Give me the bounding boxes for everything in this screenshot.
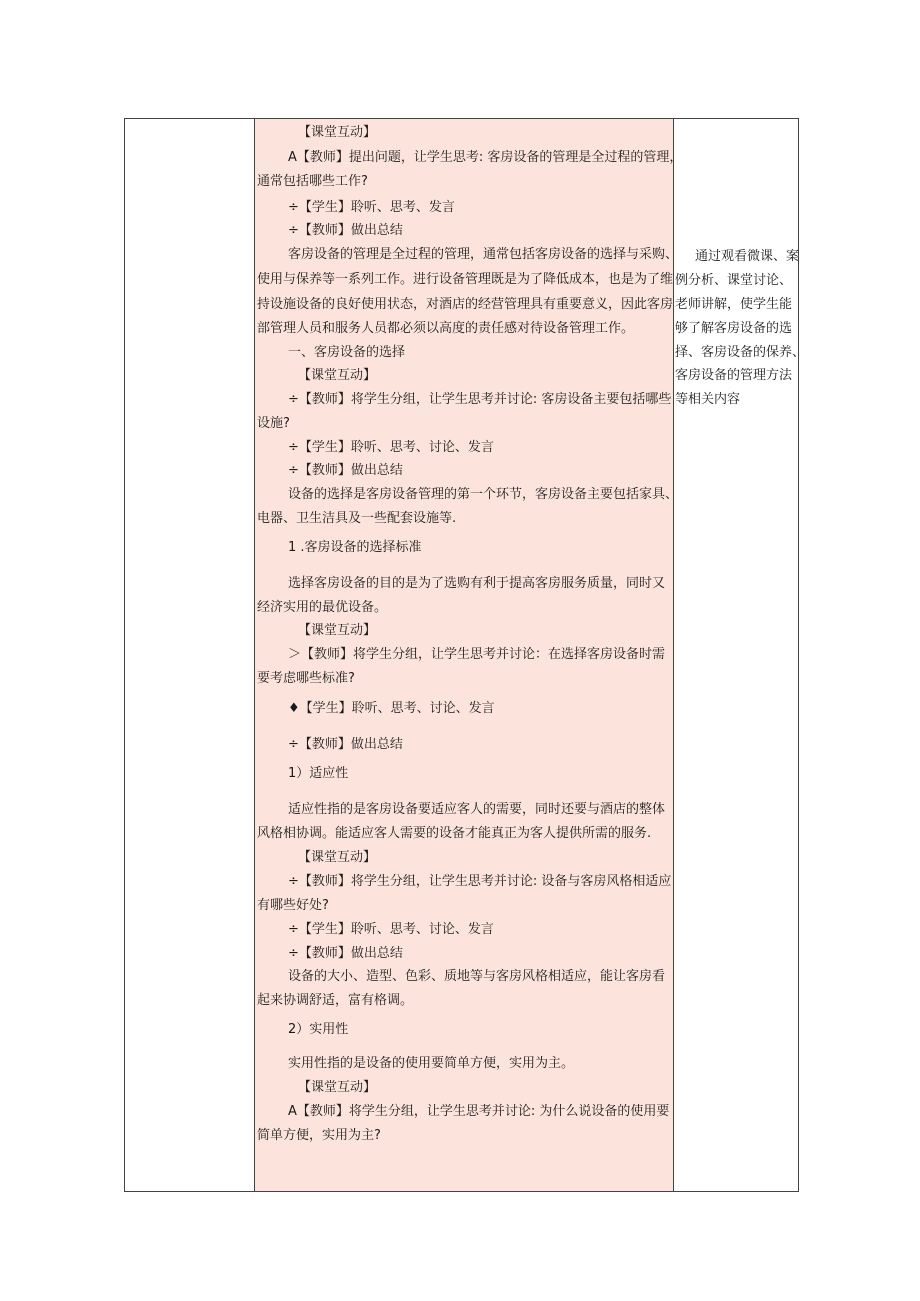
text-line: 【课堂互动】	[298, 1080, 377, 1095]
teaching-process-cell	[255, 119, 683, 1191]
text-line: 使用与保养等一系列工作。进行设备管理既是为了降低成本，也是为了维	[257, 272, 674, 287]
text-line: ÷【教师】将学生分组，让学生思考并讨论: 设备与客房风格相适应	[288, 874, 672, 889]
subsection-heading: 1）适应性	[288, 766, 349, 781]
text-line: ÷【教师】做出总结	[288, 463, 403, 478]
text-line: 【课堂互动】	[298, 368, 377, 383]
text-line: 选择客房设备的目的是为了选购有利于提高客房服务质量，同时又	[288, 576, 666, 591]
table-cell-left	[125, 119, 255, 1191]
text-line: 老师讲解，使学生能	[675, 297, 793, 312]
text-line: 实用性指的是设备的使用要简单方便，实用为主。	[288, 1056, 575, 1071]
text-line: 风格相协调。能适应客人需要的设备才能真正为客人提供所需的服务.	[257, 826, 652, 841]
text-line: 有哪些好处?	[257, 898, 329, 913]
lesson-table	[124, 118, 806, 1192]
text-line: 等相关内容	[675, 392, 741, 407]
text-line: 经济实用的最优设备。	[257, 600, 388, 615]
text-line: ♦【学生】聆听、思考、讨论、发言	[288, 701, 495, 716]
text-line: ÷【学生】聆听、思考、讨论、发言	[288, 440, 494, 455]
text-line: 择、客房设备的保养、	[675, 345, 806, 360]
text-line: 适应性指的是客房设备要适应客人的需要，同时还要与酒店的整体	[288, 802, 666, 817]
text-line: 设备的大小、造型、色彩、质地等与客房风格相适应，能让客房看	[288, 969, 666, 984]
text-line: 通常包括哪些工作?	[257, 174, 368, 189]
text-line: 持设施设备的良好使用状态，对酒店的经营管理具有重要意义，因此客房	[257, 297, 674, 312]
text-line: ÷【教师】做出总结	[288, 737, 403, 752]
text-line: ÷【教师】做出总结	[288, 946, 403, 961]
text-line: 要考虑哪些标准?	[257, 671, 355, 686]
subsection-heading: 2）实用性	[288, 1022, 349, 1037]
text-line: 电器、卫生洁具及一些配套设施等.	[257, 511, 457, 526]
text-line: 够了解客房设备的选	[675, 321, 793, 336]
text-line: 例分析、课堂讨论、	[675, 273, 793, 288]
text-line: 【课堂互动】	[298, 623, 377, 638]
text-line: 客房设备的管理方法	[675, 368, 793, 383]
text-line: ÷【教师】做出总结	[288, 223, 403, 238]
text-line: 客房设备的管理是全过程的管理，通常包括客房设备的选择与采购、	[288, 247, 679, 262]
text-line: A【教师】提出问题，让学生思考: 客房设备的管理是全过程的管理，	[288, 150, 683, 165]
text-line: 部管理人员和服务人员都必须以高度的责任感对待设备管理工作。	[257, 321, 635, 336]
section-heading: 一、客房设备的选择	[288, 345, 406, 360]
text-line: 起来协调舒适，富有格调。	[257, 993, 414, 1008]
text-line: 【课堂互动】	[298, 125, 377, 140]
text-line: ＞【教师】将学生分组，让学生思考并讨论：在选择客房设备时需	[288, 647, 666, 662]
text-line: ÷【教师】将学生分组，让学生思考并讨论: 客房设备主要包括哪些	[288, 392, 672, 407]
text-line: 设施?	[257, 416, 290, 431]
subsection-heading: 1 .客房设备的选择标准	[288, 540, 422, 555]
text-line: 设备的选择是客房设备管理的第一个环节，客房设备主要包括家具、	[288, 487, 679, 502]
text-line: A【教师】将学生分组，让学生思考并讨论: 为什么说设备的使用要	[288, 1104, 670, 1119]
text-line: ÷【学生】聆听、思考、讨论、发言	[288, 922, 494, 937]
text-line: 【课堂互动】	[298, 850, 377, 865]
design-intent-cell	[674, 119, 806, 1191]
text-line: 简单方便，实用为主?	[257, 1128, 381, 1143]
text-line: ÷【学生】聆听、思考、发言	[288, 200, 455, 215]
text-line: 通过观看微课、案	[695, 249, 800, 264]
